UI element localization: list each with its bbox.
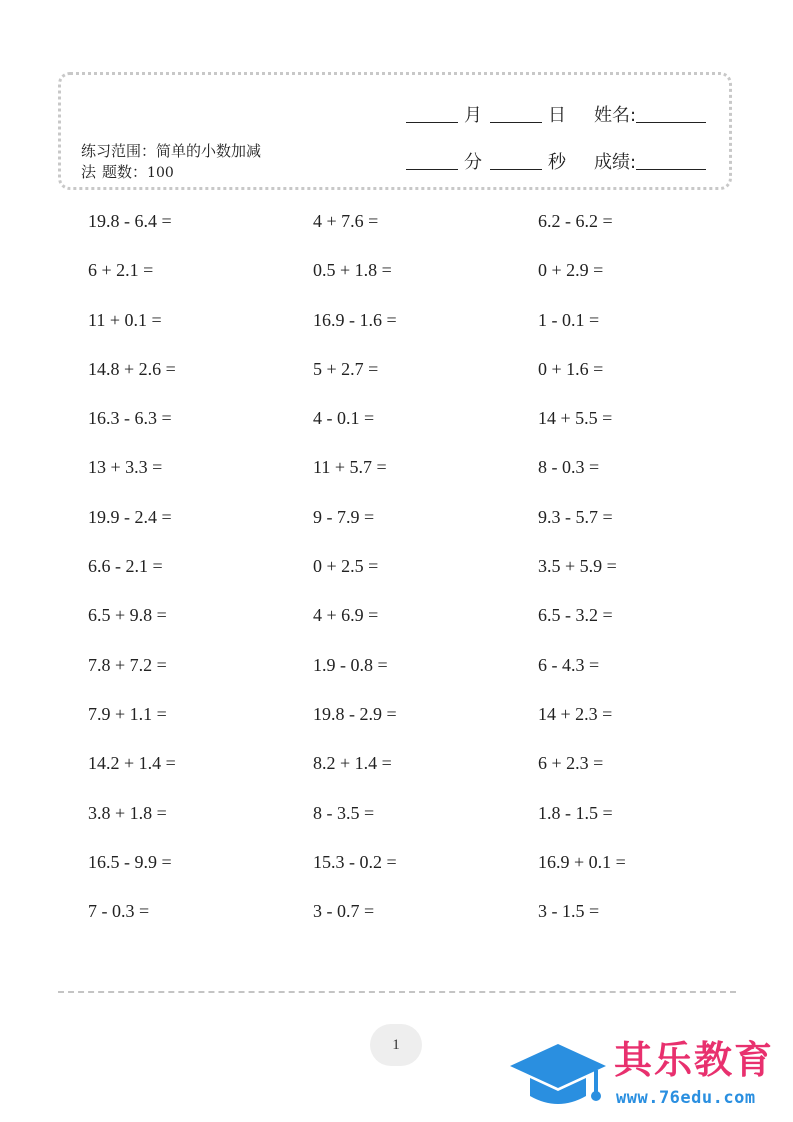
minute-blank[interactable] [406, 169, 458, 170]
problem-29: 1.9 - 0.8 = [313, 654, 388, 675]
page-number-text: 1 [392, 1036, 400, 1053]
score-blank[interactable] [636, 169, 706, 170]
name-blank[interactable] [636, 122, 706, 123]
problem-14: 4 - 0.1 = [313, 408, 375, 429]
problem-20: 9 - 7.9 = [313, 506, 375, 527]
problem-33: 14 + 2.3 = [538, 703, 613, 724]
time-row [406, 148, 706, 174]
problem-35: 8.2 + 1.4 = [313, 753, 392, 774]
problem-44: 3 - 0.7 = [313, 901, 375, 922]
problem-41: 15.3 - 0.2 = [313, 851, 397, 872]
problem-5: 0.5 + 1.8 = [313, 260, 392, 281]
problem-grid [88, 197, 708, 936]
second-label: 秒 [548, 152, 566, 173]
problem-12: 0 + 1.6 = [538, 358, 604, 379]
problem-13: 16.3 - 6.3 = [88, 408, 172, 429]
problem-25: 6.5 + 9.8 = [88, 605, 167, 626]
logo [508, 1036, 788, 1116]
month-label: 月 [464, 105, 482, 126]
page-number [370, 1024, 422, 1066]
graduation-cap-icon [508, 1042, 608, 1112]
problem-23: 0 + 2.5 = [313, 556, 379, 577]
problem-26: 4 + 6.9 = [313, 605, 379, 626]
problem-17: 11 + 5.7 = [313, 457, 387, 478]
problem-15: 14 + 5.5 = [538, 408, 613, 429]
range-line1: 练习范围：简单的小数加减 [81, 142, 262, 160]
problem-11: 5 + 2.7 = [313, 358, 379, 379]
problem-39: 1.8 - 1.5 = [538, 802, 613, 823]
problem-10: 14.8 + 2.6 = [88, 358, 176, 379]
problem-2: 4 + 7.6 = [313, 211, 379, 231]
problem-18: 8 - 0.3 = [538, 457, 600, 478]
day-label: 日 [548, 105, 566, 126]
problem-34: 14.2 + 1.4 = [88, 753, 176, 774]
problem-27: 6.5 - 3.2 = [538, 605, 613, 626]
problem-38: 8 - 3.5 = [313, 802, 375, 823]
practice-range [81, 141, 291, 184]
problem-24: 3.5 + 5.9 = [538, 556, 617, 577]
minute-label: 分 [464, 152, 482, 173]
problem-42: 16.9 + 0.1 = [538, 851, 626, 872]
date-row [406, 101, 706, 127]
problem-9: 1 - 0.1 = [538, 309, 600, 330]
problem-8: 16.9 - 1.6 = [313, 309, 397, 330]
problem-40: 16.5 - 9.9 = [88, 851, 172, 872]
problem-31: 7.9 + 1.1 = [88, 703, 167, 724]
problem-43: 7 - 0.3 = [88, 901, 150, 922]
problem-30: 6 - 4.3 = [538, 654, 600, 675]
problem-22: 6.6 - 2.1 = [88, 556, 163, 577]
problem-16: 13 + 3.3 = [88, 457, 163, 478]
problem-37: 3.8 + 1.8 = [88, 802, 167, 823]
second-blank[interactable] [490, 169, 542, 170]
problem-32: 19.8 - 2.9 = [313, 703, 397, 724]
header-box [58, 72, 732, 190]
problem-7: 11 + 0.1 = [88, 309, 162, 330]
problem-4: 6 + 2.1 = [88, 260, 154, 281]
range-line2-text: 法 [81, 163, 97, 181]
logo-url: www.76edu.com [616, 1088, 756, 1108]
problem-19: 19.9 - 2.4 = [88, 506, 172, 527]
problem-1: 19.8 - 6.4 = [88, 211, 172, 231]
problem-28: 7.8 + 7.2 = [88, 654, 167, 675]
problem-3: 6.2 - 6.2 = [538, 211, 613, 231]
problem-6: 0 + 2.9 = [538, 260, 604, 281]
name-label: 姓名: [594, 105, 637, 126]
logo-text: 其乐教育 [614, 1038, 775, 1082]
count-value: 100 [147, 165, 174, 181]
problem-36: 6 + 2.3 = [538, 753, 604, 774]
score-label: 成绩: [594, 152, 637, 173]
range-line2 [81, 162, 291, 184]
month-blank[interactable] [406, 122, 458, 123]
footer-divider [58, 991, 736, 993]
count-label: 题数： [102, 163, 148, 181]
problem-45: 3 - 1.5 = [538, 901, 600, 922]
problem-21: 9.3 - 5.7 = [538, 506, 613, 527]
day-blank[interactable] [490, 122, 542, 123]
